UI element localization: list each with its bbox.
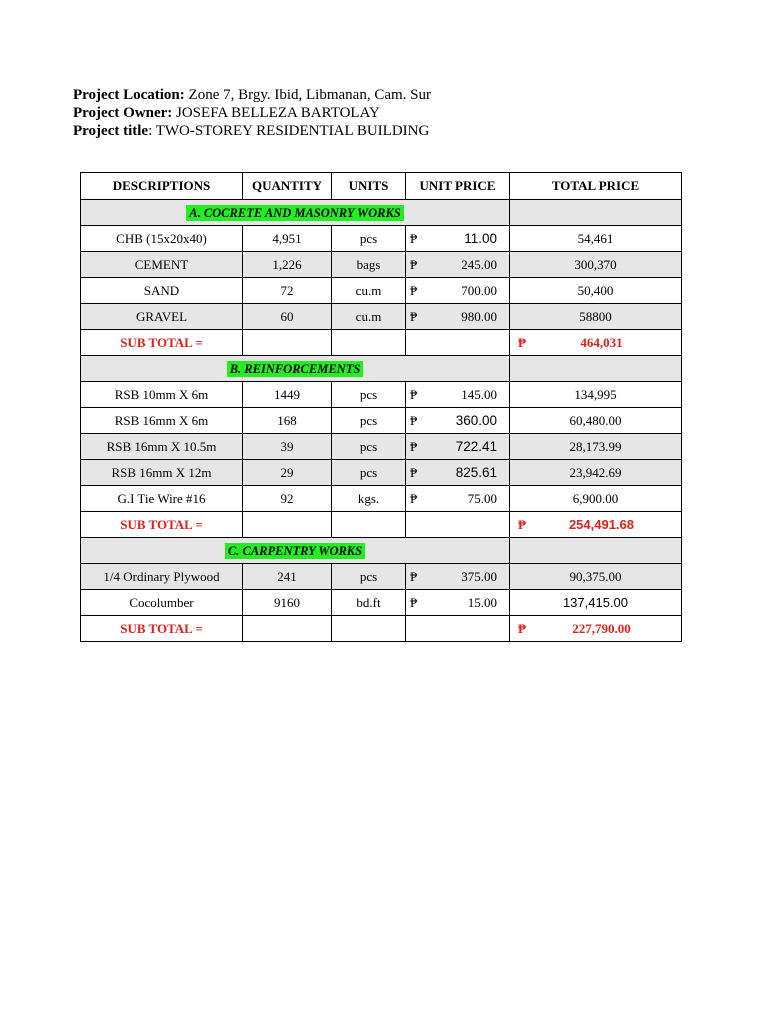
item-description: 1/4 Ordinary Plywood xyxy=(81,564,243,590)
table-header-row xyxy=(81,173,682,200)
project-location-line xyxy=(73,86,431,104)
item-unit-price-cell xyxy=(406,408,510,434)
item-unit: bd.ft xyxy=(332,590,406,616)
item-total-price: 90,375.00 xyxy=(510,564,682,590)
item-unit: bags xyxy=(332,252,406,278)
item-unit-price: 245.00 xyxy=(461,256,497,272)
section-header-row xyxy=(81,356,682,382)
item-total-price: 54,461 xyxy=(510,226,682,252)
item-total-price: 28,173.99 xyxy=(510,434,682,460)
section-header-row xyxy=(81,200,682,226)
table-row xyxy=(81,252,682,278)
item-total-price: 134,995 xyxy=(510,382,682,408)
item-total-price: 300,370 xyxy=(510,252,682,278)
empty-cell xyxy=(332,616,406,642)
item-total-price: 23,942.69 xyxy=(510,460,682,486)
peso-sign: ₱ xyxy=(518,620,526,636)
section-total-cell xyxy=(510,356,682,382)
subtotal-value: 254,491.68 xyxy=(568,516,635,532)
subtotal-value: 464,031 xyxy=(580,334,623,350)
item-unit-price-cell xyxy=(406,382,510,408)
peso-sign: ₱ xyxy=(410,490,418,506)
item-total-price: 6,900.00 xyxy=(510,486,682,512)
table-body xyxy=(81,200,682,642)
item-unit: pcs xyxy=(332,408,406,434)
subtotal-label: SUB TOTAL = xyxy=(81,512,243,538)
bill-of-quantities-table xyxy=(80,172,682,642)
item-unit: cu.m xyxy=(332,304,406,330)
item-description: G.I Tie Wire #16 xyxy=(81,486,243,512)
item-unit-price-cell xyxy=(406,304,510,330)
empty-cell xyxy=(332,512,406,538)
section-header-row xyxy=(81,538,682,564)
subtotal-value: 227,790.00 xyxy=(572,620,631,636)
table-row xyxy=(81,564,682,590)
peso-sign: ₱ xyxy=(410,568,418,584)
peso-sign: ₱ xyxy=(518,334,526,350)
subtotal-row xyxy=(81,330,682,356)
item-unit-price-cell xyxy=(406,226,510,252)
item-quantity: 4,951 xyxy=(243,226,332,252)
subtotal-value-cell xyxy=(510,616,682,642)
item-quantity: 29 xyxy=(243,460,332,486)
section-total-cell xyxy=(510,538,682,564)
peso-sign: ₱ xyxy=(410,594,418,610)
peso-sign: ₱ xyxy=(410,256,418,272)
item-description: RSB 16mm X 10.5m xyxy=(81,434,243,460)
item-unit-price: 360.00 xyxy=(455,412,497,428)
project-title: : TWO-STOREY RESIDENTIAL BUILDING xyxy=(148,123,430,139)
project-title-line xyxy=(73,122,431,140)
peso-sign: ₱ xyxy=(410,308,418,324)
peso-sign: ₱ xyxy=(410,464,418,480)
empty-cell xyxy=(243,330,332,356)
section-title: C. CARPENTRY WORKS xyxy=(225,543,365,559)
project-owner: JOSEFA BELLEZA BARTOLAY xyxy=(176,105,380,121)
empty-cell xyxy=(243,512,332,538)
section-title-cell xyxy=(81,200,510,226)
project-location: Zone 7, Brgy. Ibid, Libmanan, Cam. Sur xyxy=(188,87,431,103)
section-title-cell xyxy=(81,538,510,564)
empty-cell xyxy=(406,616,510,642)
table-row xyxy=(81,382,682,408)
peso-sign: ₱ xyxy=(410,282,418,298)
project-header xyxy=(73,86,431,140)
item-description: GRAVEL xyxy=(81,304,243,330)
item-unit-price: 700.00 xyxy=(461,282,497,298)
item-unit-price-cell xyxy=(406,434,510,460)
header-descriptions: DESCRIPTIONS xyxy=(81,173,243,200)
project-location-label: Project Location: xyxy=(73,87,185,103)
item-unit: pcs xyxy=(332,564,406,590)
section-title: A. COCRETE AND MASONRY WORKS xyxy=(186,205,404,221)
section-title: B. REINFORCEMENTS xyxy=(227,361,364,377)
subtotal-label: SUB TOTAL = xyxy=(81,616,243,642)
section-total-cell xyxy=(510,200,682,226)
item-unit-price: 75.00 xyxy=(467,490,497,506)
item-unit-price-cell xyxy=(406,590,510,616)
header-total-price: TOTAL PRICE xyxy=(510,173,682,200)
item-description: CEMENT xyxy=(81,252,243,278)
item-quantity: 1,226 xyxy=(243,252,332,278)
table-row xyxy=(81,278,682,304)
item-quantity: 168 xyxy=(243,408,332,434)
item-description: Cocolumber xyxy=(81,590,243,616)
item-unit-price: 980.00 xyxy=(461,308,497,324)
project-title-label: Project title xyxy=(73,123,149,139)
item-description: RSB 10mm X 6m xyxy=(81,382,243,408)
item-unit: pcs xyxy=(332,434,406,460)
item-description: CHB (15x20x40) xyxy=(81,226,243,252)
item-total-price: 60,480.00 xyxy=(510,408,682,434)
subtotal-row xyxy=(81,616,682,642)
peso-sign: ₱ xyxy=(410,412,418,428)
empty-cell xyxy=(406,512,510,538)
item-unit-price: 375.00 xyxy=(461,568,497,584)
table-row xyxy=(81,408,682,434)
item-quantity: 9160 xyxy=(243,590,332,616)
item-quantity: 72 xyxy=(243,278,332,304)
item-unit-price: 11.00 xyxy=(464,230,497,246)
item-unit: cu.m xyxy=(332,278,406,304)
header-units: UNITS xyxy=(332,173,406,200)
empty-cell xyxy=(406,330,510,356)
table-row xyxy=(81,460,682,486)
peso-sign: ₱ xyxy=(410,230,418,246)
project-owner-label: Project Owner: xyxy=(73,105,173,121)
item-unit-price: 722.41 xyxy=(455,438,497,454)
item-quantity: 39 xyxy=(243,434,332,460)
item-unit-price: 145.00 xyxy=(461,386,497,402)
item-description: RSB 16mm X 12m xyxy=(81,460,243,486)
table-row xyxy=(81,226,682,252)
item-quantity: 1449 xyxy=(243,382,332,408)
item-quantity: 60 xyxy=(243,304,332,330)
item-unit-price: 15.00 xyxy=(467,594,497,610)
peso-sign: ₱ xyxy=(410,438,418,454)
item-total-price: 50,400 xyxy=(510,278,682,304)
item-unit-price-cell xyxy=(406,460,510,486)
item-unit-price: 825.61 xyxy=(455,464,497,480)
item-total-price: 137,415.00 xyxy=(510,590,682,616)
item-quantity: 92 xyxy=(243,486,332,512)
peso-sign: ₱ xyxy=(518,516,526,532)
item-unit: pcs xyxy=(332,226,406,252)
section-title-cell xyxy=(81,356,510,382)
subtotal-value-cell xyxy=(510,512,682,538)
item-total-price: 58800 xyxy=(510,304,682,330)
subtotal-label: SUB TOTAL = xyxy=(81,330,243,356)
table-row xyxy=(81,590,682,616)
item-description: RSB 16mm X 6m xyxy=(81,408,243,434)
empty-cell xyxy=(332,330,406,356)
project-owner-line xyxy=(73,104,431,122)
table-row xyxy=(81,434,682,460)
item-unit-price-cell xyxy=(406,252,510,278)
empty-cell xyxy=(243,616,332,642)
item-description: SAND xyxy=(81,278,243,304)
subtotal-row xyxy=(81,512,682,538)
peso-sign: ₱ xyxy=(410,386,418,402)
table-row xyxy=(81,486,682,512)
item-unit: pcs xyxy=(332,382,406,408)
subtotal-value-cell xyxy=(510,330,682,356)
item-unit-price-cell xyxy=(406,278,510,304)
table-row xyxy=(81,304,682,330)
item-unit-price-cell xyxy=(406,486,510,512)
item-unit-price-cell xyxy=(406,564,510,590)
item-unit: kgs. xyxy=(332,486,406,512)
header-unit-price: UNIT PRICE xyxy=(406,173,510,200)
header-quantity: QUANTITY xyxy=(243,173,332,200)
item-quantity: 241 xyxy=(243,564,332,590)
item-unit: pcs xyxy=(332,460,406,486)
